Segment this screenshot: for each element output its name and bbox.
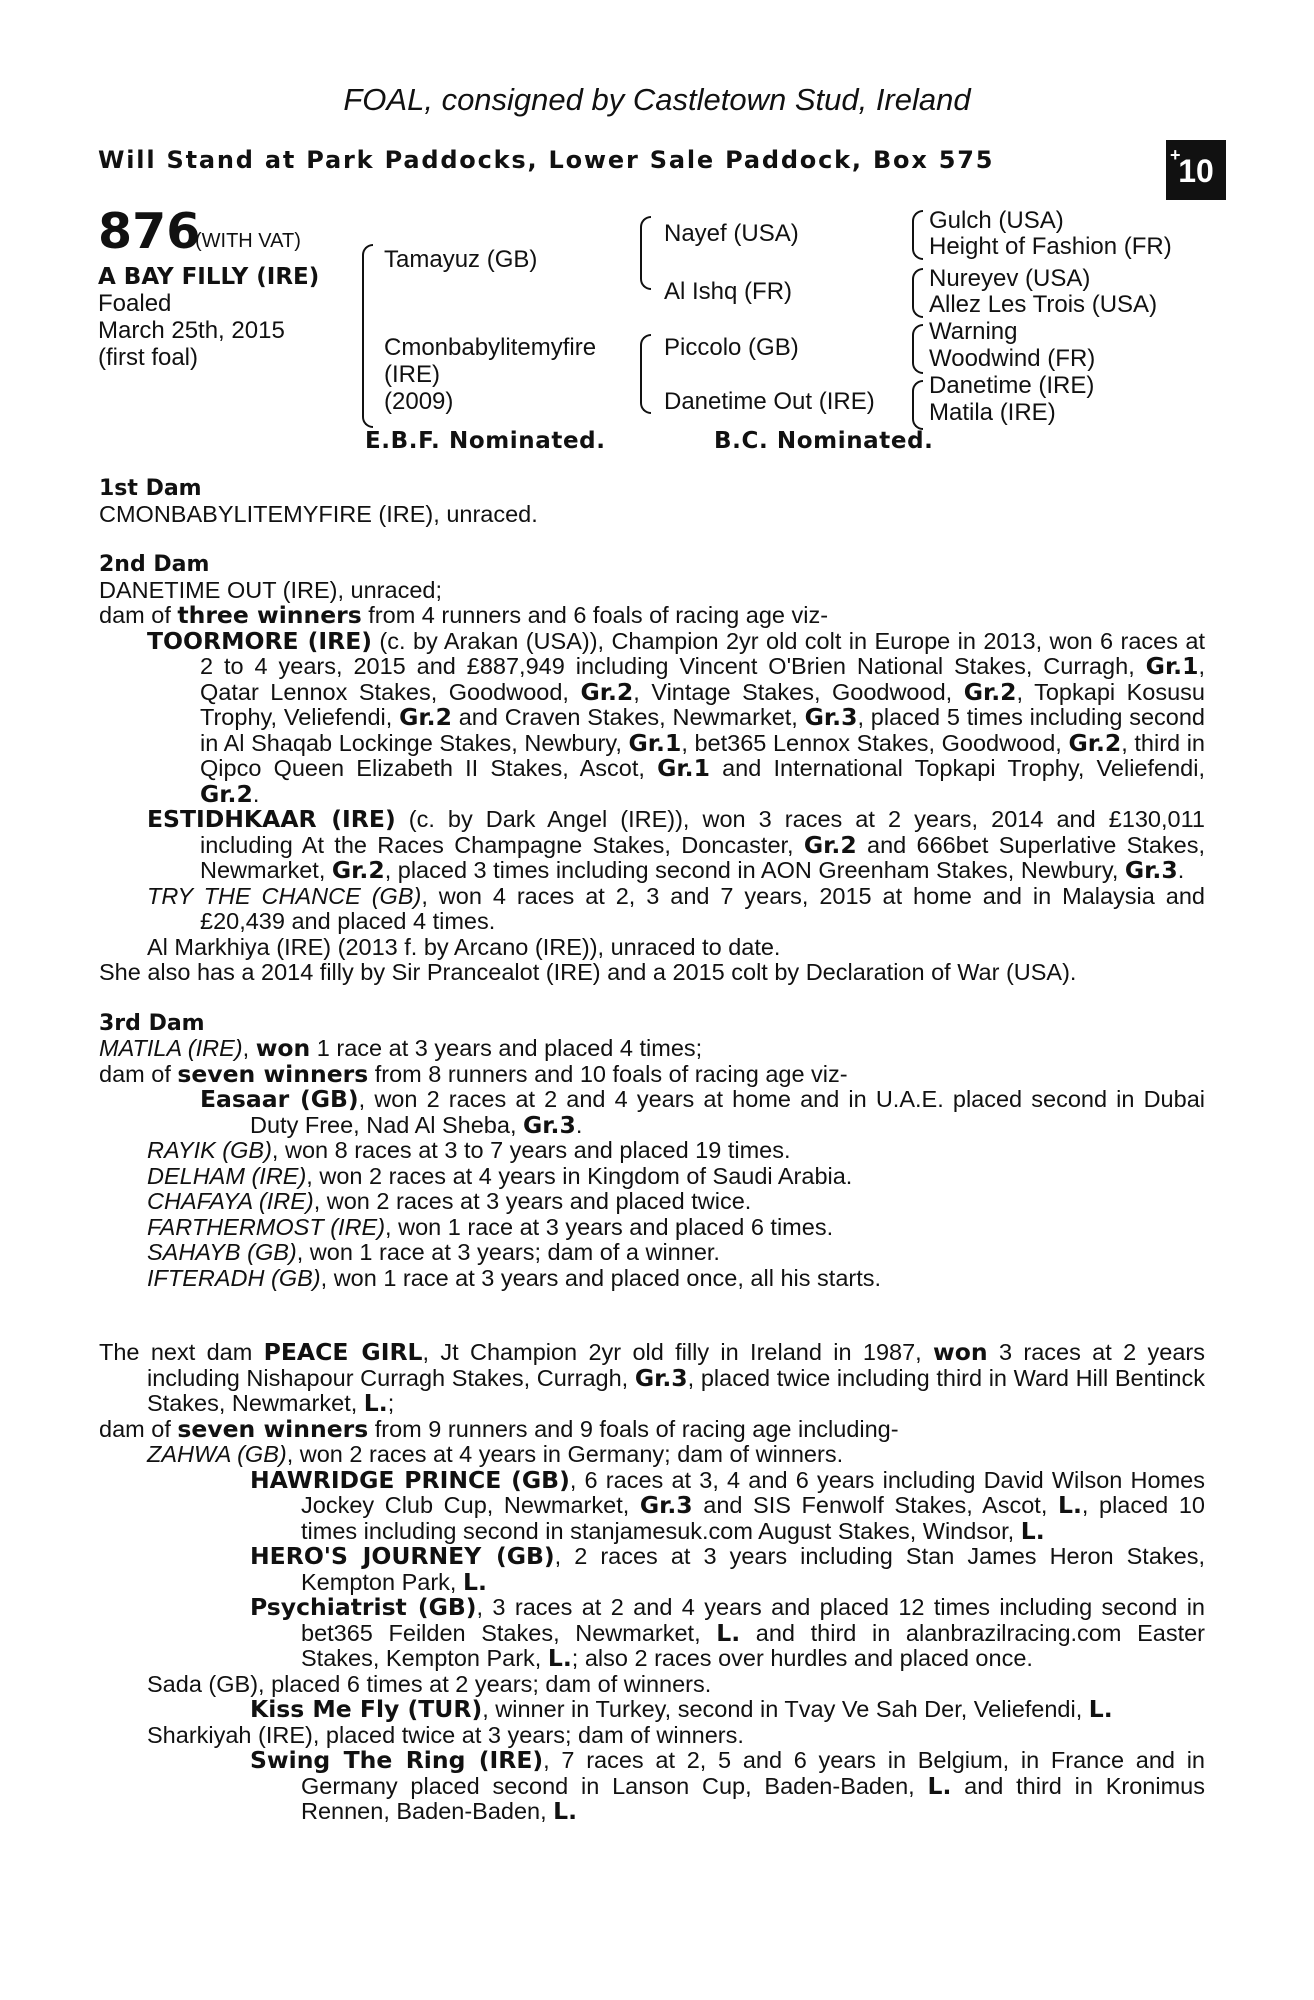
listed-label: L.	[1088, 1695, 1113, 1723]
race-text: , winner in Turkey, second in Tvay Ve Sah Der, Veliefendi,	[482, 1696, 1089, 1722]
first-dam-heading: 1st Dam	[99, 476, 202, 501]
second-dam-produce-intro	[99, 603, 1205, 629]
consignment-line: FOAL, consigned by Castletown Stud, Ireland	[343, 82, 971, 117]
intro-text: from 9 runners and 9 foals of racing age including-	[368, 1415, 899, 1442]
intro-text: dam of	[99, 1415, 178, 1442]
intro-text: dam of	[99, 602, 178, 628]
won-label: won	[255, 1034, 311, 1062]
winners-count: seven winners	[177, 1059, 369, 1088]
dam-also-note: She also has a 2014 filly by Sir Prancealot (IRE) and a 2015 colt by Declaration of War (USA).	[99, 959, 1077, 985]
grade: Gr.2	[331, 856, 385, 884]
spacer	[99, 527, 1205, 552]
produce-hawridge-prince	[99, 1465, 1205, 1545]
spacer	[99, 1291, 1205, 1316]
race-text: , 2 races at 3 years including Stan James Heron Stakes, Kempton Park,	[301, 1543, 1206, 1595]
catalogue-body	[99, 476, 1205, 1825]
produce-al-markhiya: Al Markhiya (IRE) (2013 f. by Arcano (IRE)), unraced to date.	[147, 933, 781, 960]
produce-try-the-chance	[99, 884, 1205, 935]
grade: Gr.2	[200, 779, 253, 808]
horse-name: ZAHWA (GB)	[147, 1441, 287, 1467]
horse-name: Easaar (GB)	[200, 1085, 359, 1113]
listed-label: L.	[547, 1644, 572, 1672]
produce-toormore	[99, 626, 1205, 808]
race-text: .	[575, 1111, 583, 1138]
race-text: , won 2 races at 4 years in Germany; dam of winners.	[286, 1441, 844, 1467]
listed-label: L.	[462, 1567, 487, 1596]
third-dam-produce-intro	[99, 1059, 1205, 1088]
race-text: , won 2 races at 4 years in Kingdom of Saudi Arabia.	[306, 1162, 853, 1189]
race-text: ; also 2 races over hurdles and placed once.	[571, 1645, 1033, 1671]
granddam-sire-side: Al Ishq (FR)	[664, 278, 793, 305]
won-label: won	[933, 1338, 988, 1366]
listed-label: L.	[1020, 1516, 1045, 1545]
race-text: and third in Kronimus Rennen, Baden-Baden,	[301, 1772, 1205, 1824]
lot-number: 876	[98, 203, 201, 260]
produce-sahayb	[99, 1240, 1205, 1266]
race-text: , placed 10 times including second in stanjamesuk.com August Stakes, Windsor,	[301, 1492, 1205, 1544]
grandsire: Nayef (USA)	[664, 220, 799, 247]
race-text: ,	[242, 1035, 256, 1061]
race-text: , 6 races at 3, 4 and 6 years including David Wilson Homes Jockey Club Cup, Newmarket,	[301, 1466, 1205, 1518]
listed-label: L.	[1057, 1491, 1082, 1519]
intro-text: from 4 runners and 6 foals of racing age viz-	[361, 602, 829, 628]
dam-name-line1: Cmonbabylitemyfire	[384, 334, 597, 361]
horse-name: ESTIDHKAAR (IRE)	[147, 805, 396, 833]
grade: Gr.3	[804, 703, 858, 731]
race-text: 1 race at 3 years and placed 4 times;	[310, 1035, 703, 1061]
horse-name: Swing The Ring (IRE)	[250, 1746, 544, 1774]
winners-count: seven winners	[177, 1414, 369, 1443]
pedigree-brace-2	[640, 216, 651, 290]
race-text: and International Topkapi Trophy, Veliefendi,	[709, 755, 1205, 781]
race-text: and SIS Fenwolf Stakes, Ascot,	[692, 1492, 1058, 1518]
dam-year: (2009)	[384, 388, 454, 415]
foaled-label: Foaled	[98, 290, 172, 317]
third-dam-line	[99, 1036, 1205, 1062]
winners-count: three winners	[177, 601, 362, 629]
horse-name: RAYIK (GB)	[147, 1137, 272, 1163]
race-text: , bet365 Lennox Stakes, Goodwood,	[681, 729, 1069, 756]
listed-label: L.	[363, 1389, 388, 1417]
horse-name: DELHAM (IRE)	[147, 1162, 307, 1189]
g3-woodwind: Woodwind (FR)	[929, 345, 1096, 372]
pedigree-brace-6	[912, 324, 923, 374]
dam-name-line2: (IRE)	[384, 361, 440, 388]
produce-easaar	[99, 1087, 1205, 1138]
listed-label: L.	[716, 1618, 741, 1647]
produce-chafaya	[99, 1189, 1205, 1215]
race-text: , won 1 race at 3 years and placed once, all his starts.	[320, 1264, 882, 1291]
horse-name: Kiss Me Fly (TUR)	[250, 1695, 483, 1723]
race-text: and third in alanbrazilracing.com Easter Stakes, Kempton Park,	[301, 1619, 1205, 1671]
race-text: , placed 3 times including second in AON Greenham Stakes, Newbury,	[384, 857, 1125, 883]
grade: Gr.3	[639, 1491, 693, 1519]
grade: Gr.2	[580, 677, 634, 706]
third-dam-heading: 3rd Dam	[99, 1010, 205, 1036]
horse-name: PEACE GIRL	[263, 1338, 423, 1366]
race-text: , Qatar Lennox Stakes, Goodwood,	[200, 653, 1205, 705]
grade: Gr.3	[523, 1110, 576, 1139]
produce-heros-journey	[99, 1544, 1205, 1595]
produce-sada: Sada (GB), placed 6 times at 2 years; dam of winners.	[147, 1670, 712, 1697]
race-text: , 3 races at 2 and 4 years and placed 12 times including second in bet365 Feilden Stakes, Newmarket,	[301, 1594, 1205, 1646]
ebf-nomination: E.B.F. Nominated.	[365, 428, 606, 454]
race-text: (c. by Arakan (USA)), Champion 2yr old colt in Europe in 2013, won 6 races at 2 to 4 years, 2015 and £887,949 including Vincent O'Brien National Stakes, Curragh,	[200, 627, 1205, 679]
race-text: , third in Qipco Queen Elizabeth II Stakes, Ascot,	[200, 729, 1205, 781]
race-text: (c. by Dark Angel (IRE)), won 3 races at 2 years, 2014 and £130,011 including At the Races Champagne Stakes, Doncaster,	[200, 806, 1205, 858]
next-dam-produce-intro	[99, 1414, 1205, 1443]
first-dam-text: CMONBABYLITEMYFIRE (IRE), unraced.	[99, 500, 538, 527]
badge-number: 10	[1178, 153, 1214, 189]
listed-label: L.	[553, 1797, 578, 1825]
race-text: .	[252, 780, 260, 807]
produce-sharkiyah: Sharkiyah (IRE), placed twice at 3 years; dam of winners.	[147, 1721, 744, 1748]
grade: Gr.2	[803, 830, 857, 859]
race-text: , placed 5 times including second in Al Shaqab Lockinge Stakes, Newbury,	[200, 704, 1205, 756]
produce-rayik	[99, 1138, 1205, 1164]
pedigree-brace-3	[640, 334, 651, 414]
produce-kiss-me-fly	[99, 1697, 1205, 1723]
g3-matila: Matila (IRE)	[929, 399, 1056, 426]
race-text: , won 4 races at 2, 3 and 7 years, 2015 at home and in Malaysia and £20,439 and placed 4 times.	[200, 882, 1205, 934]
intro-text: dam of	[99, 1060, 178, 1087]
produce-delham	[99, 1164, 1205, 1190]
location-line: Will Stand at Park Paddocks, Lower Sale Paddock, Box 575	[98, 146, 995, 174]
grade: Gr.1	[657, 754, 710, 782]
horse-name: CHAFAYA (IRE)	[147, 1188, 314, 1214]
grade: Gr.2	[963, 677, 1017, 706]
foaled-date: March 25th, 2015	[98, 317, 285, 344]
next-dam-paragraph	[99, 1340, 1205, 1417]
horse-name: MATILA (IRE)	[99, 1035, 243, 1061]
g3-gulch: Gulch (USA)	[929, 207, 1064, 234]
race-text: , Topkapi Kosusu Trophy, Veliefendi,	[200, 678, 1205, 730]
pedigree-brace-4	[912, 210, 923, 260]
spacer	[99, 986, 1205, 1011]
produce-farthermost	[99, 1215, 1205, 1241]
g3-warning: Warning	[929, 318, 1018, 345]
bc-nomination: B.C. Nominated.	[714, 428, 934, 454]
race-text: , won 1 race at 3 years and placed 6 times.	[385, 1213, 834, 1240]
grade: Gr.2	[399, 703, 452, 731]
race-text: , Vintage Stakes, Goodwood,	[633, 678, 964, 705]
horse-name: HAWRIDGE PRINCE (GB)	[250, 1465, 570, 1494]
listed-label: L.	[927, 1771, 952, 1800]
badge-plus: +	[1170, 145, 1181, 165]
lot-badge	[1166, 140, 1226, 200]
g3-allez-les-trois: Allez Les Trois (USA)	[929, 291, 1158, 318]
race-text: .	[1177, 857, 1185, 883]
grade: Gr.1	[1145, 652, 1199, 680]
race-text: , won 2 races at 3 years and placed twice.	[313, 1188, 752, 1214]
produce-estidhkaar	[99, 807, 1205, 884]
vat-note: (WITH VAT)	[195, 230, 301, 252]
horse-name: TRY THE CHANCE (GB)	[147, 882, 422, 909]
race-text: and Craven Stakes, Newmarket,	[451, 704, 805, 730]
g3-height-of-fashion: Height of Fashion (FR)	[929, 233, 1172, 260]
spacer	[99, 1316, 1205, 1340]
produce-zahwa	[99, 1442, 1205, 1468]
horse-name: TOORMORE (IRE)	[147, 626, 373, 655]
grade: Gr.3	[634, 1363, 688, 1392]
horse-name: Psychiatrist (GB)	[250, 1593, 477, 1621]
grade: Gr.1	[628, 728, 682, 757]
race-text: ;	[387, 1390, 395, 1416]
pedigree-brace-5	[912, 268, 923, 318]
race-text: , won 8 races at 3 to 7 years and placed 19 times.	[271, 1137, 791, 1163]
race-text: The next dam	[99, 1339, 264, 1365]
race-text: , won 2 races at 2 and 4 years at home and in U.A.E. placed second in Dubai Duty Free, Nad Al Sheba,	[250, 1086, 1205, 1138]
race-text: , Jt Champion 2yr old filly in Ireland in 1987,	[422, 1339, 934, 1365]
grade: Gr.2	[1068, 728, 1122, 757]
race-text: 3 races at 2 years including Nishapour Curragh Stakes, Curragh,	[147, 1339, 1205, 1391]
race-text: and 666bet Superlative Stakes, Newmarket,	[200, 831, 1205, 883]
lot-name: A BAY FILLY (IRE)	[98, 264, 320, 290]
race-text: , won 1 race at 3 years; dam of a winner.	[296, 1239, 720, 1265]
race-text: , 7 races at 2, 5 and 6 years in Belgium, in France and in Germany placed second in Lanson Cup, Baden-Baden,	[301, 1747, 1206, 1799]
damsire: Piccolo (GB)	[664, 334, 799, 361]
intro-text: from 8 runners and 10 foals of racing age viz-	[368, 1060, 848, 1087]
granddam-dam-side: Danetime Out (IRE)	[664, 388, 875, 415]
horse-name: HERO'S JOURNEY (GB)	[250, 1542, 555, 1570]
pedigree-brace-1	[362, 244, 373, 428]
sire: Tamayuz (GB)	[384, 246, 538, 273]
g3-danetime: Danetime (IRE)	[929, 372, 1095, 399]
second-dam-line: DANETIME OUT (IRE), unraced;	[99, 576, 442, 603]
pedigree-brace-7	[912, 380, 923, 430]
grade: Gr.3	[1124, 856, 1178, 884]
produce-psychiatrist	[99, 1595, 1205, 1672]
horse-name: IFTERADH (GB)	[147, 1264, 321, 1291]
g3-nureyev: Nureyev (USA)	[929, 265, 1091, 292]
second-dam-heading: 2nd Dam	[99, 552, 210, 577]
produce-ifteradh	[99, 1266, 1205, 1292]
race-text: , placed twice including third in Ward Hill Bentinck Stakes, Newmarket,	[147, 1364, 1205, 1416]
horse-name: FARTHERMOST (IRE)	[147, 1213, 386, 1240]
first-foal-note: (first foal)	[98, 344, 199, 371]
horse-name: SAHAYB (GB)	[147, 1239, 297, 1265]
produce-swing-the-ring	[99, 1748, 1205, 1825]
